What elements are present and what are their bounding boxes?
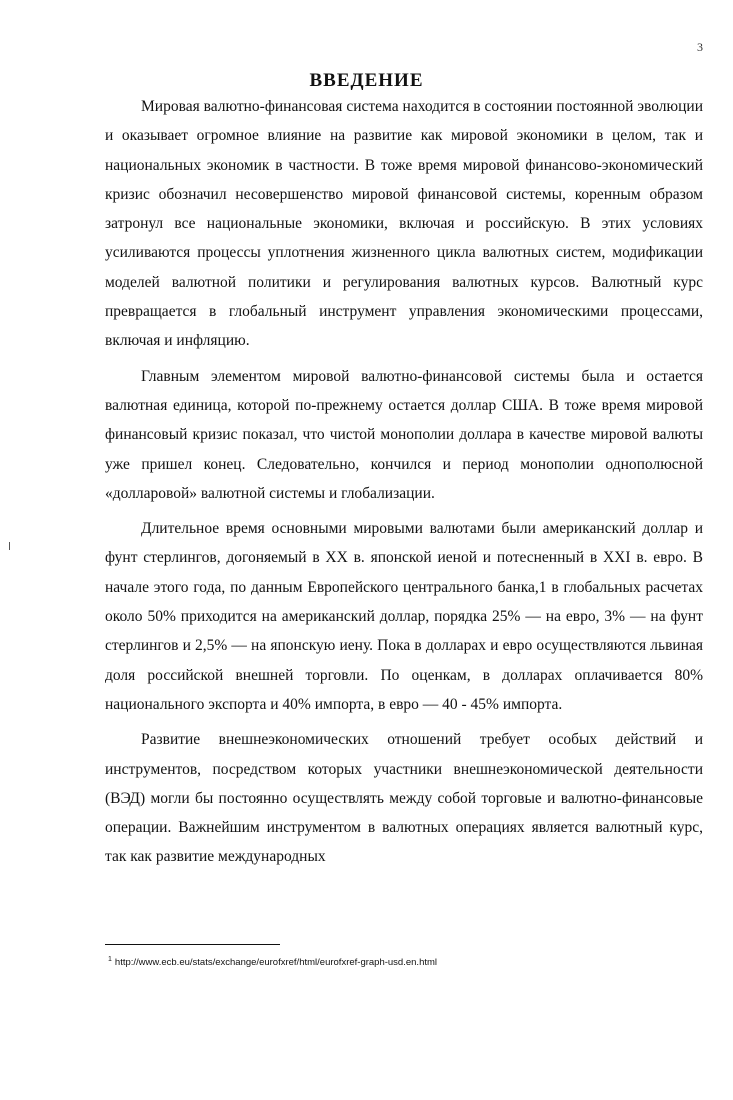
document-body <box>105 92 703 878</box>
paragraph-currencies: Длительное время основными мировыми валютами были американский доллар и фунт стерлингов, догоняемый в XX в. японской иеной и потесненный в XXI в. евро. В начале этого года, по данным Европейского центрального банка,1 в глобальных расчетах около 50% приходится на американский доллар, порядка 25% — на евро, 3% — на фунт стерлингов и 2,5% — на японскую иену. Пока в долларах и евро осуществляются львиная доля российской внешней торговли. По оценкам, в долларах оплачивается 80% национального экспорта и 40% импорта, в евро — 40 - 45% импорта. <box>105 520 703 713</box>
paragraph-dollar: Главным элементом мировой валютно-финансовой системы была и остается валютная единица, которой по-прежнему остается доллар США. В тоже время мировой финансовый кризис показал, что чистой монополии доллара в качестве мировой валюты уже пришел конец. Следовательно, кончился и период монополии однополюсной «долларовой» валютной системы и глобализации. <box>105 367 703 502</box>
footnote-divider <box>105 944 280 945</box>
margin-mark <box>9 542 10 550</box>
footnote-link[interactable]: http://www.ecb.eu/stats/exchange/eurofxref/html/eurofxref-graph-usd.en.html <box>114 957 438 969</box>
page-title: ВВЕДЕНИЕ <box>309 70 424 91</box>
page-number: 3 <box>697 40 703 54</box>
paragraph-intro: Мировая валютно-финансовая система находится в состоянии постоянной эволюции и оказывает огромное влияние на развитие как мировой экономики в целом, так и национальных экономик в частности. В тоже время мировой финансово-экономический кризис обозначил несовершенство мировой финансовой системы, коренным образом затронул все национальные экономики, включая и российскую. В этих условиях усиливаются процессы уплотнения жизненного цикла валютных систем, модификации моделей валютной политики и регулирования валютных курсов. Валютный курс превращается в глобальный инструмент управления экономическими процессами, включая и инфляцию. <box>105 98 703 350</box>
footnote <box>108 956 437 968</box>
footnote-marker: 1 <box>108 956 112 963</box>
paragraph-foreign-trade: Развитие внешнеэкономических отношений требует особых действий и инструментов, посредством которых участники внешнеэкономической деятельности (ВЭД) могли бы постоянно осуществлять между собой торговые и валютно-финансовые операции. Важнейшим инструментом в валютных операциях является валютный курс, так как развитие международных <box>105 731 703 866</box>
